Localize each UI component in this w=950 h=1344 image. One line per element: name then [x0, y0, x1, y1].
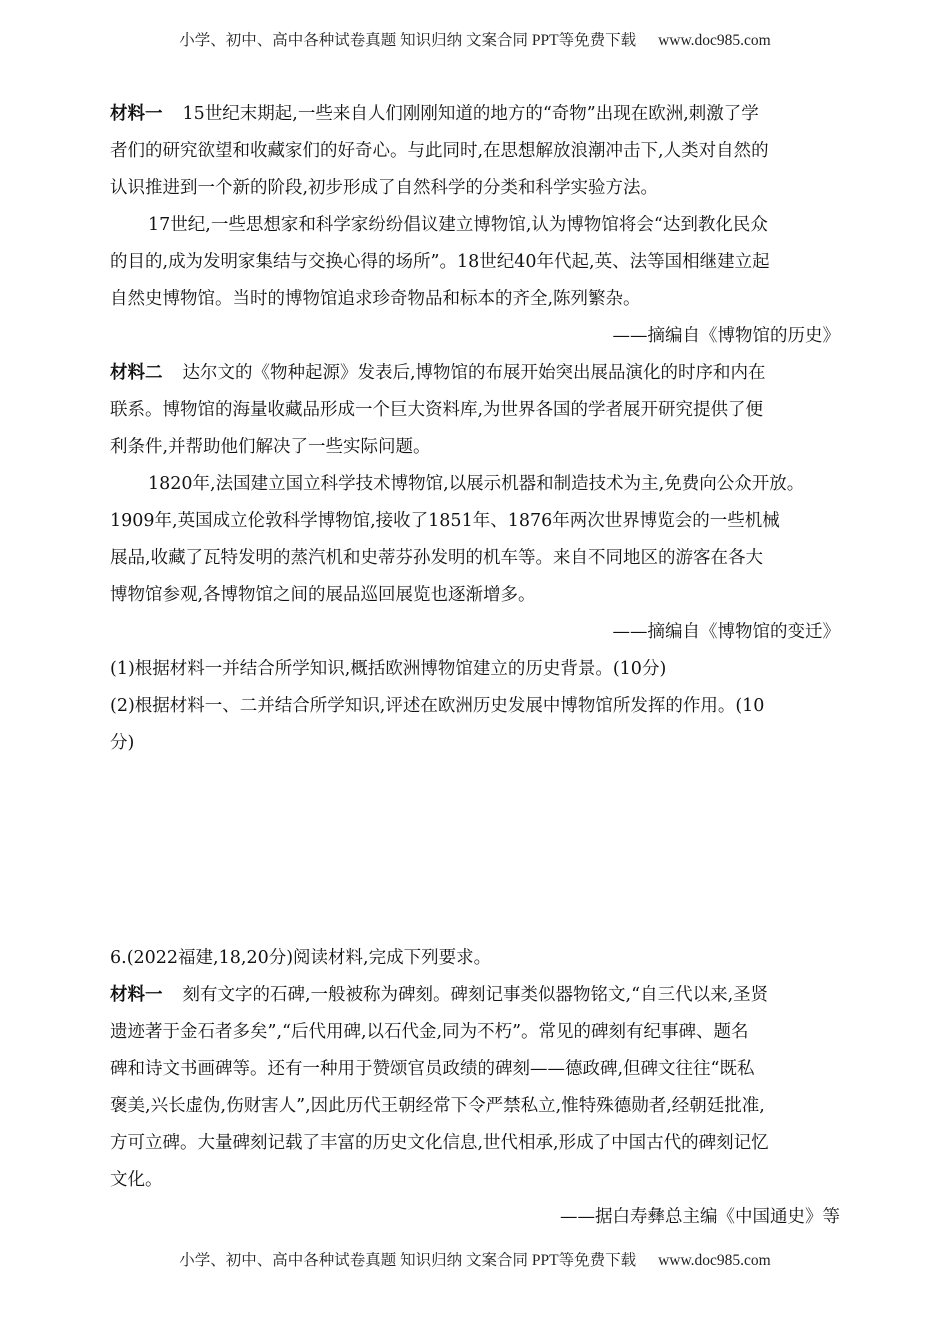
page-footer	[0, 1248, 950, 1270]
material1-line-2: 者们的研究欲望和收藏家们的好奇心。与此同时,在思想解放浪潮冲击下,人类对自然的	[110, 141, 769, 161]
question-2-cont: 分)	[110, 733, 135, 753]
material2-label: 材料二	[110, 363, 163, 383]
material1-source: ——摘编自《博物馆的历史》	[612, 326, 840, 346]
material2-line-7: 博物馆参观,各博物馆之间的展品巡回展览也逐渐增多。	[110, 585, 536, 605]
material1-line-5: 的目的,成为发明家集结与交换心得的场所”。18世纪40年代起,英、法等国相继建立起	[110, 252, 770, 272]
material1-line-1: 材料一 15世纪末期起,一些来自人们刚刚知道的地方的“奇物”出现在欧洲,刺激了学	[110, 104, 759, 124]
question-1: (1)根据材料一并结合所学知识,概括欧洲博物馆建立的历史背景。(10分)	[110, 659, 667, 679]
footer-text: 小学、初中、高中各种试卷真题 知识归纳 文案合同 PPT等免费下载	[179, 1252, 637, 1269]
material2-line-5: 1909年,英国成立伦敦科学博物馆,接收了1851年、1876年两次世界博览会的一些机械	[110, 511, 780, 531]
q6-line-6: 文化。	[110, 1170, 163, 1190]
question-2: (2)根据材料一、二并结合所学知识,评述在欧洲历史发展中博物馆所发挥的作用。(10	[110, 696, 765, 716]
q6-source: ——据白寿彝总主编《中国通史》等	[560, 1207, 840, 1227]
material2-line-1: 材料二 达尔文的《物种起源》发表后,博物馆的布展开始突出展品演化的时序和内在	[110, 363, 766, 383]
q6-line-5: 方可立碑。大量碑刻记载了丰富的历史文化信息,世代相承,形成了中国古代的碑刻记忆	[110, 1133, 769, 1153]
material1-line-6: 自然史博物馆。当时的博物馆追求珍奇物品和标本的齐全,陈列繁杂。	[110, 289, 641, 309]
material2-line-3: 利条件,并帮助他们解决了一些实际问题。	[110, 437, 431, 457]
q6-material-label: 材料一	[110, 985, 163, 1005]
material2-line-2: 联系。博物馆的海量收藏品形成一个巨大资料库,为世界各国的学者展开研究提供了便	[110, 400, 764, 420]
material2-line-6: 展品,收藏了瓦特发明的蒸汽机和史蒂芬孙发明的机车等。来自不同地区的游客在各大	[110, 548, 764, 568]
header-text: 小学、初中、高中各种试卷真题 知识归纳 文案合同 PPT等免费下载	[179, 32, 637, 49]
material2-source: ——摘编自《博物馆的变迁》	[612, 622, 840, 642]
header-url: www.doc985.com	[658, 32, 771, 49]
q6-line-3: 碑和诗文书画碑等。还有一种用于赞颂官员政绩的碑刻——德政碑,但碑文往往“既私	[110, 1059, 755, 1079]
q6-line-4: 褒美,兴长虚伪,伤财害人”,因此历代王朝经常下令严禁私立,惟特殊德勋者,经朝廷批准,	[110, 1096, 765, 1116]
material1-line-4: 17世纪,一些思想家和科学家纷纷倡议建立博物馆,认为博物馆将会“达到教化民众	[148, 215, 768, 235]
q6-line-1: 材料一 刻有文字的石碑,一般被称为碑刻。碑刻记事类似器物铭文,“自三代以来,圣贤	[110, 985, 769, 1005]
q6-title: 6.(2022福建,18,20分)阅读材料,完成下列要求。	[110, 948, 492, 968]
page-header	[0, 28, 950, 50]
q6-line-2: 遗迹著于金石者多矣”,“后代用碑,以石代金,同为不朽”。常见的碑刻有纪事碑、题名	[110, 1022, 749, 1042]
material2-line-4: 1820年,法国建立国立科学技术博物馆,以展示机器和制造技术为主,免费向公众开放。	[148, 474, 805, 494]
material1-label: 材料一	[110, 104, 163, 124]
material1-line-3: 认识推进到一个新的阶段,初步形成了自然科学的分类和科学实验方法。	[110, 178, 659, 198]
footer-url: www.doc985.com	[658, 1252, 771, 1269]
